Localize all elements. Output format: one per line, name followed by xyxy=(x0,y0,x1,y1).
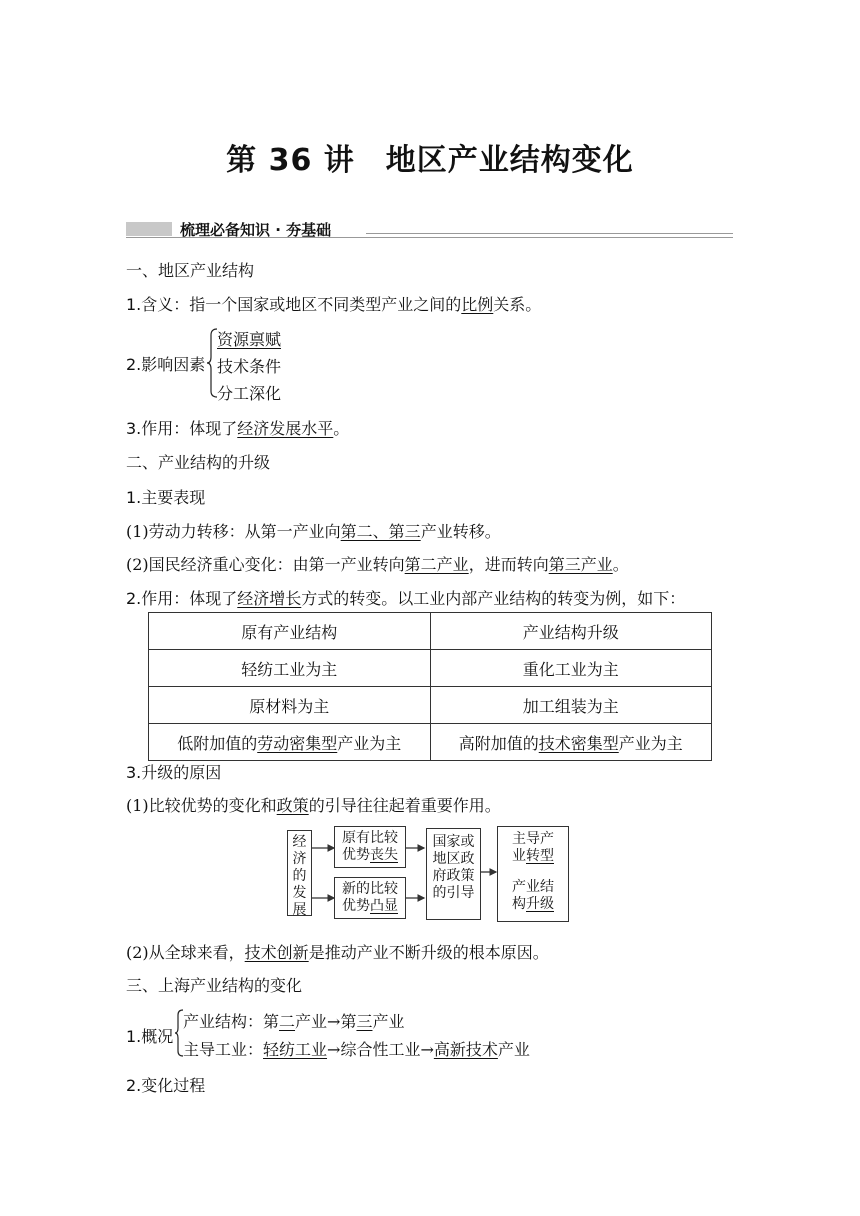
banner-rule xyxy=(126,237,733,238)
section-banner xyxy=(126,219,733,239)
text: 低附加值的 xyxy=(177,733,258,753)
text: ，进而转向 xyxy=(468,555,549,574)
answer-underline: 高新技术 xyxy=(433,1040,498,1059)
banner-rule xyxy=(366,233,733,234)
text-line xyxy=(335,847,405,864)
overview-line xyxy=(183,1009,404,1032)
text: 3.作用：体现了 xyxy=(126,419,238,438)
answer-underline: 政策 xyxy=(276,796,309,815)
text: 原有比较 xyxy=(342,830,398,846)
text: 产业 xyxy=(372,1012,405,1031)
point-line xyxy=(126,552,629,575)
text: (2)国民经济重心变化：由第一产业转向 xyxy=(126,555,405,574)
text: 的引导往往起着重要作用。 xyxy=(308,796,501,815)
text: 业 xyxy=(512,848,526,864)
heading-2: 二、产业结构的升级 xyxy=(126,453,271,472)
text: 优势 xyxy=(342,898,370,914)
table-cell xyxy=(430,724,712,761)
text: 产业为主 xyxy=(337,733,402,753)
text: 主导工业： xyxy=(183,1040,264,1059)
answer-underline: 第三产业 xyxy=(548,555,613,574)
answer-underline: 技术密集型 xyxy=(538,733,619,753)
answer-underline: 二 xyxy=(279,1012,296,1031)
reason-line xyxy=(126,940,549,963)
answer-underline: 转型 xyxy=(526,848,554,864)
reason-line xyxy=(126,793,501,816)
text: (1)比较优势的变化和 xyxy=(126,796,277,815)
text: 产业为主 xyxy=(618,733,683,753)
answer-underline: 比例 xyxy=(461,295,494,314)
effect-line xyxy=(126,416,349,439)
factor-item: 技术条件 xyxy=(217,357,282,376)
text: 产业 xyxy=(497,1040,530,1059)
table-cell: 加工组装为主 xyxy=(430,687,712,724)
overview-label: 1.概况 xyxy=(126,1027,174,1046)
effect-line xyxy=(126,586,685,609)
subheading: 3.升级的原因 xyxy=(126,763,222,782)
factor-item: 分工深化 xyxy=(217,384,282,403)
text: 。 xyxy=(333,419,350,438)
text-line xyxy=(498,896,568,913)
answer-underline: 丧失 xyxy=(370,847,398,863)
table-header: 产业结构升级 xyxy=(430,613,712,650)
table-cell xyxy=(149,724,431,761)
text: 方式的转变。以工业内部产业结构的转变为例，如下： xyxy=(301,589,686,608)
answer-underline: 经济增长 xyxy=(237,589,302,608)
table-row xyxy=(149,650,712,687)
answer-underline: 资源禀赋 xyxy=(217,330,282,349)
text: 是推动产业不断升级的根本原因。 xyxy=(308,943,549,962)
subheading: 1.主要表现 xyxy=(126,488,206,507)
text: (1)劳动力转移：从第一产业向 xyxy=(126,522,341,541)
table-row xyxy=(149,724,712,761)
answer-underline: 第二、第三 xyxy=(340,522,421,541)
text: 优势 xyxy=(342,847,370,863)
page-title: 第 36 讲 地区产业结构变化 xyxy=(226,143,634,178)
answer-underline: 凸显 xyxy=(370,898,398,914)
text: 。 xyxy=(612,555,629,574)
answer-underline: 经济发展水平 xyxy=(237,419,334,438)
answer-underline: 三 xyxy=(356,1012,373,1031)
overview-line xyxy=(183,1037,530,1060)
subheading: 2.变化过程 xyxy=(126,1076,206,1095)
text: 1.含义：指一个国家或地区不同类型产业之间的 xyxy=(126,295,462,314)
answer-underline: 劳动密集型 xyxy=(257,733,338,753)
factor-item xyxy=(217,327,281,350)
definition-line xyxy=(126,292,541,315)
structure-table xyxy=(148,612,712,761)
table-row xyxy=(149,613,712,650)
point-line xyxy=(126,519,501,542)
text: 2.作用：体现了 xyxy=(126,589,238,608)
table-cell: 原材料为主 xyxy=(149,687,431,724)
text: (2)从全球来看， xyxy=(126,943,245,962)
answer-underline: 第二产业 xyxy=(404,555,469,574)
table-cell: 重化工业为主 xyxy=(430,650,712,687)
factors-label: 2.影响因素 xyxy=(126,355,206,374)
text-line: 主导产 xyxy=(512,831,554,847)
table-row xyxy=(149,687,712,724)
table-cell: 轻纺工业为主 xyxy=(149,650,431,687)
text: 高附加值的 xyxy=(458,733,539,753)
banner-label: 梳理必备知识 · 夯基础 xyxy=(180,221,332,239)
text: →综合性工业→ xyxy=(327,1040,434,1059)
text: 构 xyxy=(512,896,526,912)
table-header: 原有产业结构 xyxy=(149,613,431,650)
text-line xyxy=(498,848,568,865)
heading-1: 一、地区产业结构 xyxy=(126,261,255,280)
text: 产业→第 xyxy=(295,1012,357,1031)
text-line xyxy=(335,898,405,915)
diagram-box-economy: 经济的发展 xyxy=(287,830,312,916)
diagram-box-policy: 国家或地区政府政策的引导 xyxy=(426,828,481,920)
diagram-box-result xyxy=(497,826,569,922)
diagram-box-new-advantage xyxy=(334,877,406,919)
banner-grey-block xyxy=(126,222,172,236)
text: 产业结构：第 xyxy=(183,1012,280,1031)
text: 产业转移。 xyxy=(420,522,501,541)
text-line: 产业结 xyxy=(512,879,554,895)
diagram-box-lost-advantage xyxy=(334,826,406,868)
answer-underline: 升级 xyxy=(526,896,554,912)
answer-underline: 技术创新 xyxy=(244,943,309,962)
text: 关系。 xyxy=(493,295,542,314)
heading-3: 三、上海产业结构的变化 xyxy=(126,976,303,995)
text: 新的比较 xyxy=(342,881,398,897)
answer-underline: 轻纺工业 xyxy=(263,1040,328,1059)
